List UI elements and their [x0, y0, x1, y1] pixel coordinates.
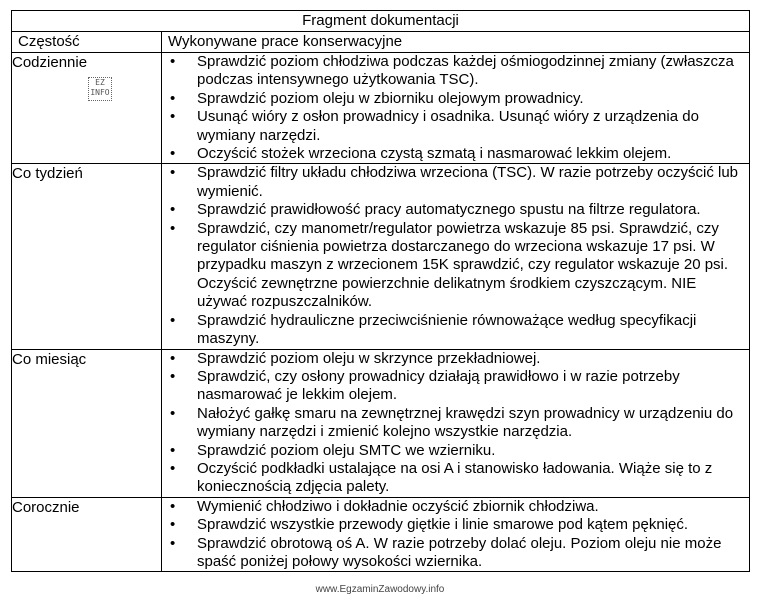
bullet-icon: • [170, 108, 176, 126]
task-item [162, 164, 749, 201]
header-row [12, 32, 750, 53]
tasks-cell [162, 497, 750, 572]
tasks-cell [162, 53, 750, 164]
bullet-icon: • [170, 219, 176, 237]
task-text: Nałożyć gałkę smaru na zewnętrznej krawędzi szyn prowadnicy w urządzeniu do wymiany narzędzi i zmienić kolejno wszystkie narzędzia. [197, 404, 734, 441]
task-item [162, 405, 749, 442]
table-row [12, 53, 750, 164]
task-text: Sprawdzić poziom oleju w skrzynce przekładniowej. [197, 349, 541, 367]
maintenance-table [11, 10, 750, 572]
task-text: Sprawdzić poziom oleju w zbiorniku olejowym prowadnicy. [197, 89, 584, 107]
task-item [162, 460, 749, 497]
task-item [162, 516, 749, 534]
task-item [162, 442, 749, 460]
task-text: Sprawdzić, czy manometr/regulator powietrza wskazuje 85 psi. Sprawdzić, czy regulator ciśnienia powietrza dostarczanego do wrzeciona wskazuje 17 psi. W przypadku maszyn z wrzecionem 15K sprawdzić, czy regulator wskazuje 20 psi. Oczyścić zewnętrzne powierzchnie delikatnym środkiem czyszczącym. NIE używać rozpuszczalników. [197, 219, 729, 311]
bullet-icon: • [170, 534, 176, 552]
bullet-icon: • [170, 53, 176, 70]
bullet-icon: • [170, 459, 176, 477]
task-list [162, 53, 749, 163]
bullet-icon: • [170, 367, 176, 385]
task-text: Sprawdzić poziom oleju SMTC we wzierniku. [197, 441, 496, 459]
ez-info-logo-icon: EZ INFO [88, 77, 112, 101]
task-item [162, 53, 749, 90]
task-item [162, 312, 749, 349]
bullet-icon: • [170, 311, 176, 329]
task-text: Sprawdzić poziom chłodziwa podczas każdej ośmiogodzinnej zmiany (zwłaszcza podczas intensywnego użytkowania TSC). [197, 53, 734, 89]
bullet-icon: • [170, 441, 176, 459]
bullet-icon: • [170, 164, 176, 182]
task-text: Wymienić chłodziwo i dokładnie oczyścić zbiornik chłodziwa. [197, 497, 599, 515]
header-frequency: Częstość [12, 32, 162, 53]
task-item [162, 350, 749, 368]
table-row [12, 349, 750, 497]
task-item [162, 201, 749, 219]
bullet-icon: • [170, 349, 176, 367]
frequency-cell: Codziennie [12, 53, 162, 164]
task-text: Oczyścić stożek wrzeciona czystą szmatą i nasmarować lekkim olejem. [197, 145, 672, 163]
header-tasks: Wykonywane prace konserwacyjne [162, 32, 750, 53]
bullet-icon: • [170, 516, 176, 534]
task-item [162, 108, 749, 145]
task-item [162, 90, 749, 108]
task-item [162, 368, 749, 405]
task-list [162, 164, 749, 348]
task-text: Sprawdzić wszystkie przewody giętkie i linie smarowe pod kątem pęknięć. [197, 516, 689, 534]
frequency-cell: Co tydzień [12, 164, 162, 349]
tasks-cell [162, 349, 750, 497]
bullet-icon: • [170, 201, 176, 219]
task-item [162, 498, 749, 516]
task-text: Sprawdzić obrotową oś A. W razie potrzeby dolać oleju. Poziom oleju nie może spaść poniżej połowy wysokości wziernika. [197, 534, 722, 570]
bullet-icon: • [170, 404, 176, 422]
task-item [162, 220, 749, 312]
task-text: Sprawdzić hydrauliczne przeciwciśnienie równoważące według specyfikacji maszyny. [197, 311, 697, 348]
task-text: Oczyścić podkładki ustalające na osi A i stanowisko ładowania. Wiąże się to z koniecznością zdjęcia palety. [197, 459, 713, 496]
task-item [162, 535, 749, 572]
task-list [162, 350, 749, 497]
table-row [12, 497, 750, 572]
frequency-cell: Co miesiąc [12, 349, 162, 497]
bullet-icon: • [170, 497, 176, 515]
frequency-cell: Corocznie [12, 497, 162, 572]
tasks-cell [162, 164, 750, 349]
task-text: Usunąć wióry z osłon prowadnicy i osadnika. Usunąć wióry z urządzenia do wymiany narzędzi. [197, 108, 699, 144]
task-text: Sprawdzić prawidłowość pracy automatycznego spustu na filtrze regulatora. [197, 201, 701, 219]
task-text: Sprawdzić filtry układu chłodziwa wrzeciona (TSC). W razie potrzeby oczyścić lub wymienić. [197, 164, 739, 200]
table-caption: Fragment dokumentacji [12, 11, 750, 32]
footer-watermark: www.EgzaminZawodowy.info [315, 584, 445, 595]
table-row [12, 164, 750, 349]
task-item [162, 145, 749, 163]
task-list [162, 498, 749, 572]
bullet-icon: • [170, 89, 176, 107]
task-text: Sprawdzić, czy osłony prowadnicy działają prawidłowo i w razie potrzeby nasmarować je lekkim olejem. [197, 367, 680, 404]
bullet-icon: • [170, 145, 176, 163]
